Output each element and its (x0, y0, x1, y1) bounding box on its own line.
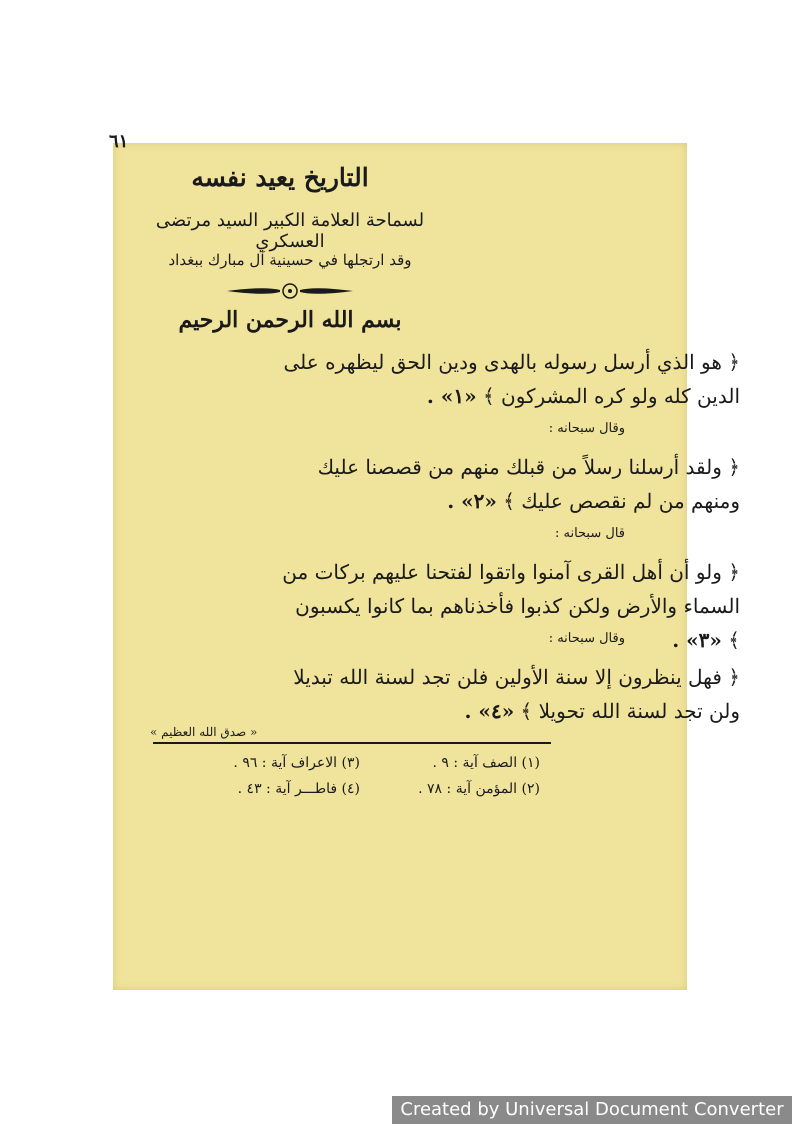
footnote: (٢) المؤمن آية : ٧٨ . (418, 781, 540, 797)
verse-reference: «٢» . (447, 489, 497, 513)
footnotes (180, 755, 540, 797)
author-line: لسماحة العلامة الكبير السيد مرتضى العسكري (155, 210, 425, 252)
footnote: (٤) فاطـــر آية : ٤٣ . (237, 781, 360, 797)
footnote: (١) الصف آية : ٩ . (432, 755, 540, 771)
watermark: Created by Universal Document Converter (392, 1096, 792, 1124)
verse-text: ﴿ فهل ينظرون إلا سنة الأولين فلن تجد لسنة الله تبديلا ولن تجد لسنة الله تحويلا ﴾ (293, 665, 740, 723)
verse-1 (280, 345, 740, 413)
footnote-divider (153, 742, 551, 744)
page-number: ٦١ (109, 131, 129, 152)
basmala: بسم الله الرحمن الرحيم (178, 307, 402, 333)
verse-text: ﴿ ولو أن أهل القرى آمنوا واتقوا لفتحنا عليهم بركات من السماء والأرض ولكن كذبوا فأخذناهم بما كانوا يكسبون ﴾ (282, 560, 740, 652)
verse-4 (280, 660, 740, 728)
verse-text: ﴿ هو الذي أرسل رسوله بالهدى ودين الحق ليظهره على الدين كله ولو كره المشركون ﴾ (283, 350, 740, 408)
verse-reference: «١» . (426, 384, 477, 408)
verse-reference: «٣» . (672, 628, 722, 652)
closing-phrase: « صدق الله العظيم » (150, 725, 258, 739)
page-title: التاريخ يعيد نفسه (191, 163, 369, 192)
verse-intro: وقال سبحانه : (548, 631, 625, 646)
venue-line: وقد ارتجلها في حسينية آل مبارك ببغداد (168, 251, 412, 269)
verse-intro: قال سبحانه : (554, 526, 625, 541)
verse-2 (280, 450, 740, 518)
verse-reference: «٤» . (464, 699, 515, 723)
footnote: (٣) الاعراف آية : ٩٦ . (233, 755, 360, 771)
verse-text: ﴿ ولقد أرسلنا رسلاً من قبلك منهم من قصصنا عليك ومنهم من لم نقصص عليك ﴾ (317, 455, 740, 513)
verse-intro: وقال سبحانه : (548, 421, 625, 436)
verse-3 (280, 555, 740, 657)
ornament-divider-icon (225, 281, 355, 301)
